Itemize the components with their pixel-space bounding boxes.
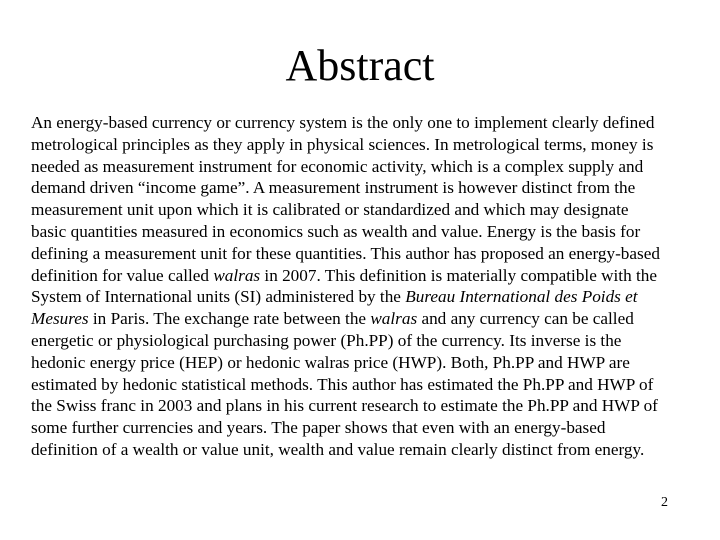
abstract-line [31, 395, 693, 417]
abstract-line [31, 308, 693, 330]
text-run: the Swiss franc in 2003 and plans in his current research to estimate the Ph.PP and HWP of [31, 396, 658, 416]
text-run: some further currencies and years. The paper shows that even with an energy-based [31, 418, 606, 438]
abstract-line [31, 221, 693, 243]
text-run: needed as measurement instrument for economic activity, which is a complex supply and [31, 156, 644, 176]
text-run: measurement unit upon which it is calibrated or standardized and which may designate [31, 200, 629, 220]
italic-term: Mesures [31, 309, 89, 329]
text-run: estimated by hedonic statistical methods. This author has estimated the Ph.PP and HWP of [31, 374, 654, 394]
text-run: defining a measurement unit for these quantities. This author has proposed an energy-based [31, 243, 660, 263]
text-run: metrological principles as they apply in physical sciences. In metrological terms, money is [31, 134, 654, 154]
text-run: demand driven “income game”. A measurement instrument is however distinct from the [31, 178, 636, 198]
abstract-line [31, 243, 693, 265]
abstract-line [31, 177, 693, 199]
abstract-line [31, 352, 693, 374]
italic-term: Bureau International des Poids et [405, 287, 638, 307]
text-run: in Paris. The exchange rate between the [88, 309, 371, 329]
page-number: 2 [661, 495, 668, 510]
text-run: energetic or physiological purchasing power (Ph.PP) of the currency. Its inverse is the [31, 330, 622, 350]
slide-title: Abstract [285, 41, 435, 90]
abstract-line [31, 417, 693, 439]
italic-term: walras [370, 309, 418, 329]
text-run: hedonic energy price (HEP) or hedonic walras price (HWP). Both, Ph.PP and HWP are [31, 352, 630, 372]
text-run: definition of a wealth or value unit, wealth and value remain clearly distinct from energy. [31, 439, 645, 459]
abstract-line [31, 374, 693, 396]
abstract-line [31, 156, 693, 178]
italic-term: walras [213, 265, 261, 285]
abstract-line [31, 286, 693, 308]
text-run: and any currency can be called [417, 309, 634, 329]
abstract-line [31, 439, 693, 461]
abstract-paragraph [31, 112, 693, 461]
text-run: definition for value called [31, 265, 214, 285]
text-run: An energy-based currency or currency system is the only one to implement clearly defined [31, 113, 655, 132]
abstract-line [31, 112, 693, 134]
abstract-line [31, 134, 693, 156]
abstract-line [31, 330, 693, 352]
abstract-line [31, 265, 693, 287]
text-run: System of International units (SI) administered by the [31, 287, 406, 307]
text-run: basic quantities measured in economics such as wealth and value. Energy is the basis for [31, 221, 641, 241]
abstract-line [31, 199, 693, 221]
text-run: in 2007. This definition is materially compatible with the [260, 265, 657, 285]
